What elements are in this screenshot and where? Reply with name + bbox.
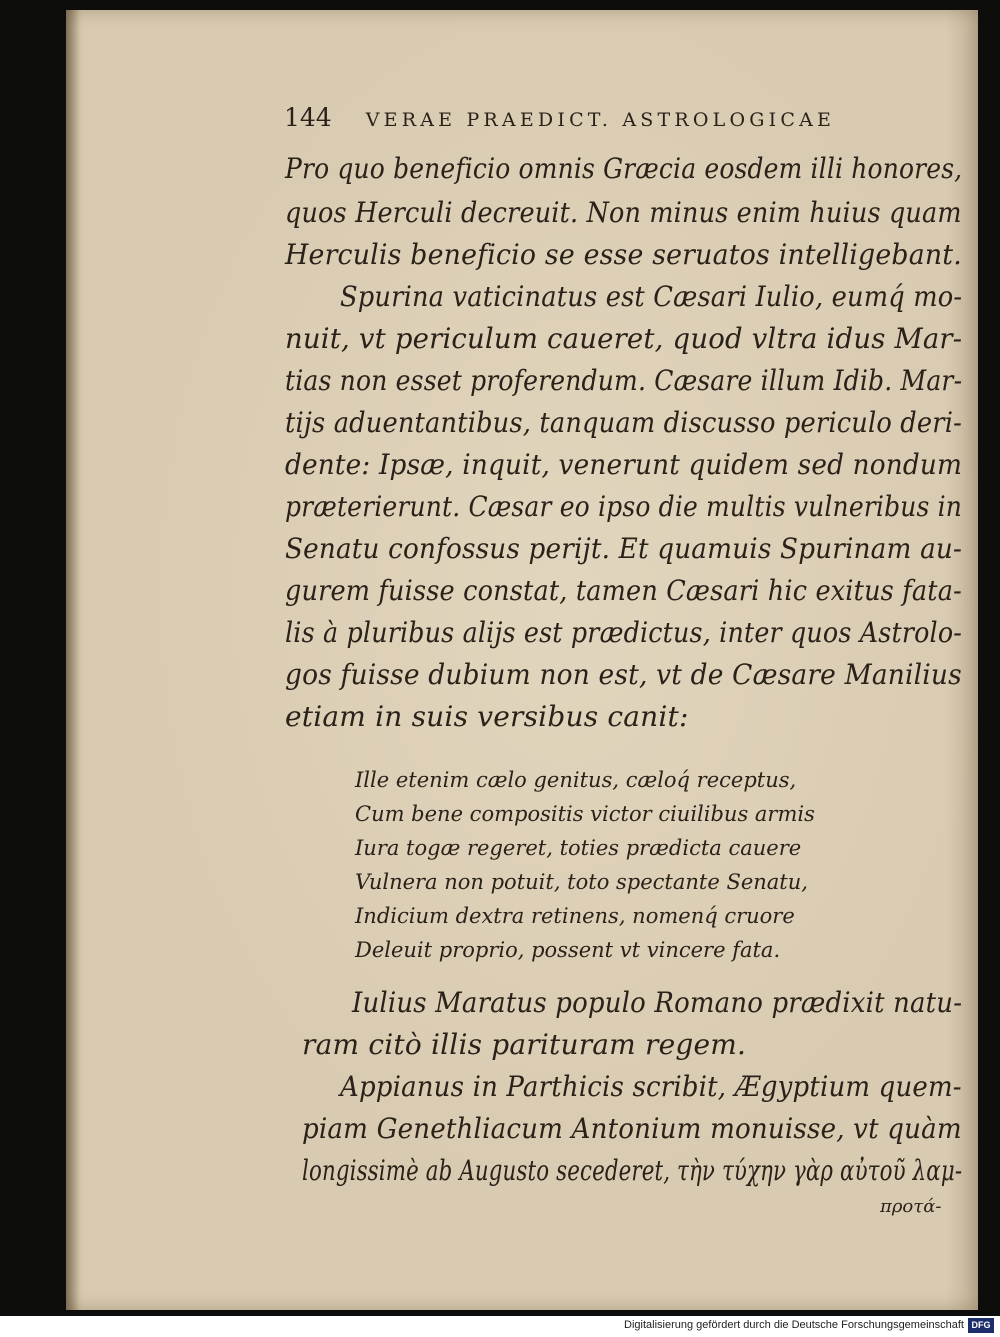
dfg-logo: DFG — [968, 1318, 994, 1333]
text-line: etiam in suis versibus canit: — [285, 700, 689, 733]
text-line: lis à pluribus alijs est prædictus, inter quos Astrolo- — [285, 616, 963, 649]
text-line: Spurina vaticinatus est Cæsari Iulio, eumq́ mo- — [340, 280, 963, 313]
text-line: tijs aduentantibus, tanquam discusso periculo deri- — [285, 406, 962, 439]
text-line: præterierunt. Cæsar eo ipso die multis vulneribus in — [285, 490, 963, 523]
catchword: προτά- — [880, 1196, 942, 1217]
page-number: 144 — [284, 103, 332, 132]
text-line: piam Genethliacum Antonium monuisse, vt quàm — [302, 1112, 962, 1145]
text-line: Appianus in Parthicis scribit, Ægyptium quem- — [340, 1070, 962, 1103]
digitization-footer — [0, 1316, 1000, 1337]
verse-line: Indicium dextra retinens, nomenq́ cruore — [355, 904, 795, 928]
text-line: Senatu confossus perijt. Et quamuis Spurinam au- — [285, 532, 963, 565]
running-title: VERAE PRAEDICT. ASTROLOGICAE — [365, 109, 836, 131]
text-line: longissimè ab Augusto secederet, τὴν τύχην γὰρ αὐτοῦ λαμ- — [302, 1154, 963, 1187]
verse-line: Vulnera non potuit, toto spectante Senatu, — [355, 870, 808, 894]
verse-line: Ille etenim cælo genitus, cæloq́ receptus, — [355, 768, 797, 792]
text-line: Pro quo beneficio omnis Græcia eosdem illi honores, — [285, 152, 963, 185]
text-line: gurem fuisse constat, tamen Cæsari hic exitus fata- — [285, 574, 962, 607]
running-head — [284, 103, 914, 132]
text-line: quos Herculi decreuit. Non minus enim huius quam — [285, 196, 962, 229]
text-line: Iulius Maratus populo Romano prædixit natu- — [352, 986, 963, 1019]
footer-credit: Digitalisierung gefördert durch die Deutsche Forschungsgemeinschaft — [624, 1319, 964, 1331]
verse-line: Iura togæ regeret, toties prædicta cauere — [355, 836, 802, 860]
text-line: Herculis beneficio se esse seruatos intelligebant. — [285, 238, 962, 271]
verse-line: Cum bene compositis victor ciuilibus armis — [355, 802, 815, 826]
text-line: gos fuisse dubium non est, vt de Cæsare Manilius — [285, 658, 962, 691]
text-line: dente: Ipsæ, inquit, venerunt quidem sed nondum — [285, 448, 963, 481]
text-line: ram citò illis parituram regem. — [302, 1028, 747, 1061]
text-line: tias non esset proferendum. Cæsare illum Idib. Mar- — [285, 364, 963, 397]
verse-line: Deleuit proprio, possent vt vincere fata. — [355, 938, 781, 962]
text-line: nuit, vt periculum caueret, quod vltra idus Mar- — [285, 322, 963, 355]
